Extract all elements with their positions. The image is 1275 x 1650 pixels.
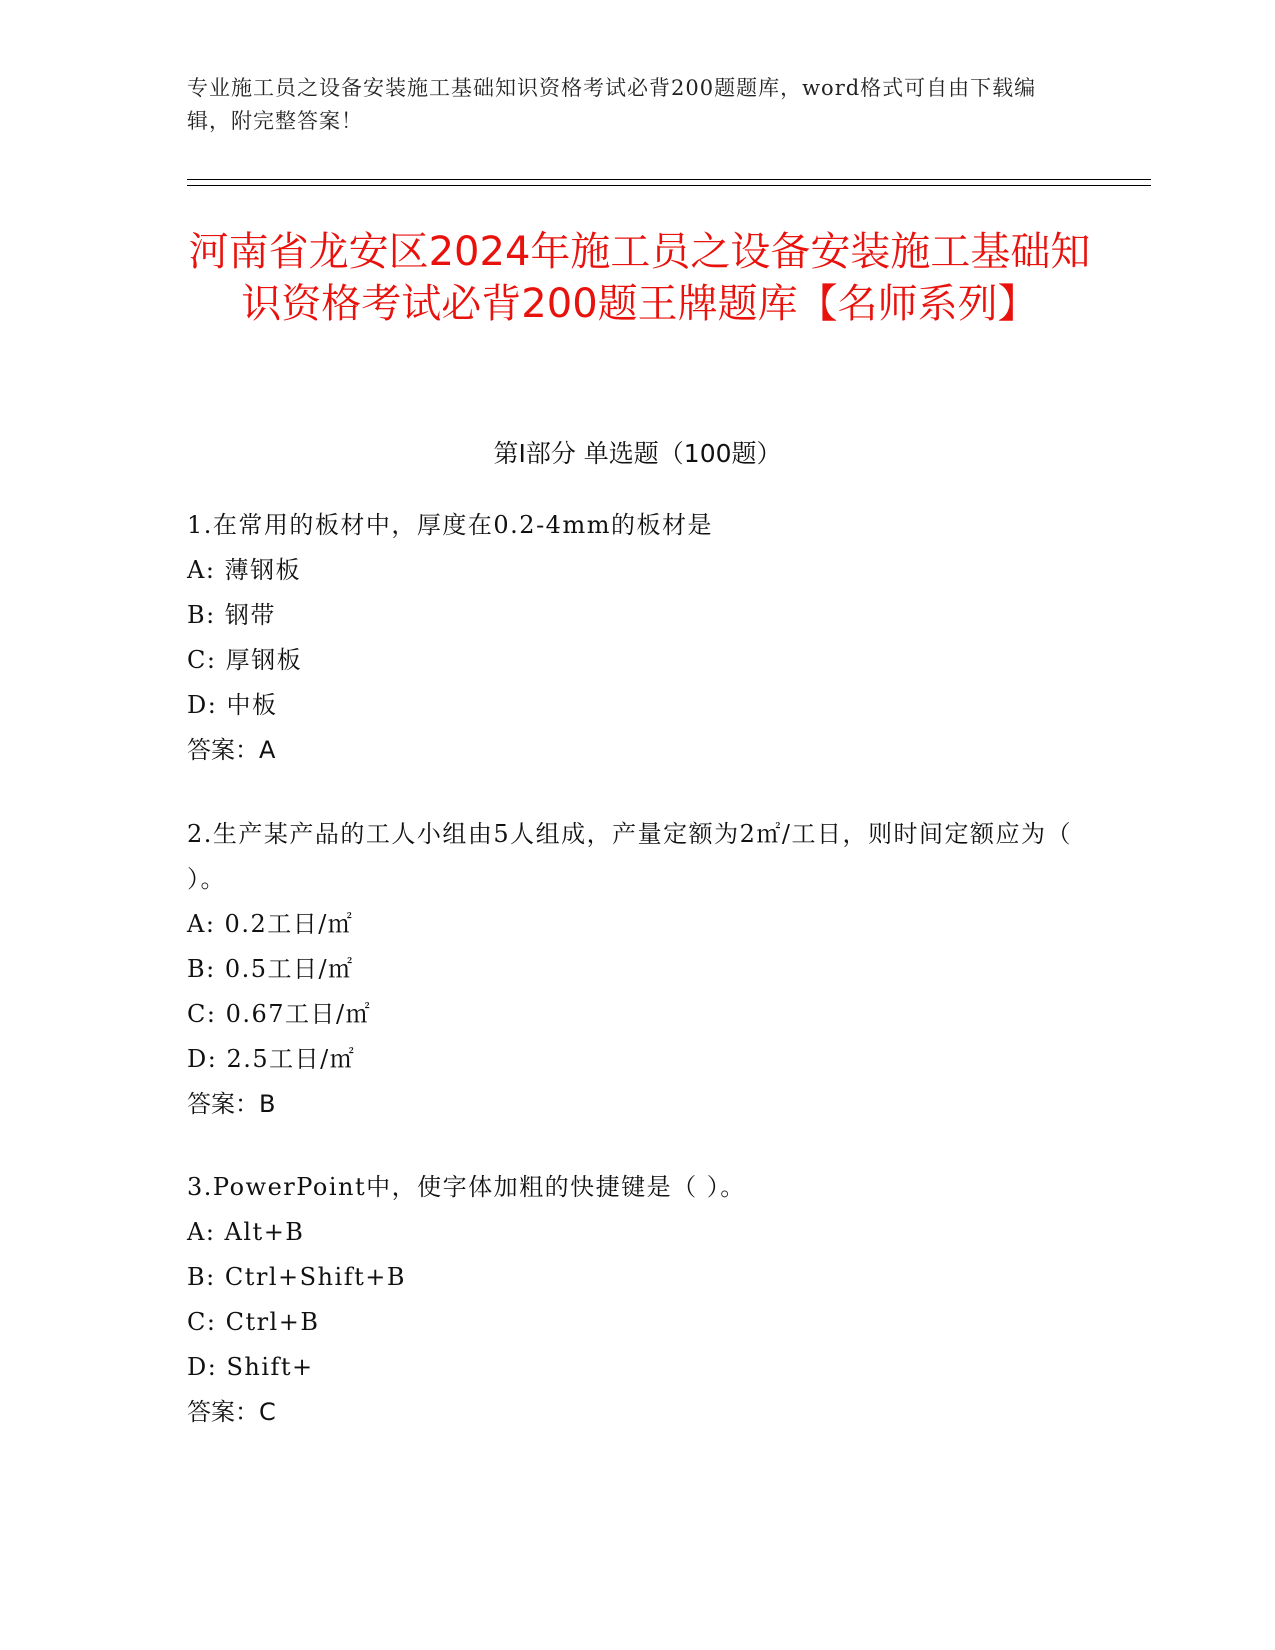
- answer: 答案：A: [187, 736, 276, 764]
- header-note: 专业施工员之设备安装施工基础知识资格考试必背200题题库，word格式可自由下载编辑，附完整答案！: [187, 76, 1037, 133]
- option-a: A: 0.2工日/㎡: [187, 910, 354, 938]
- document-title: 河南省龙安区2024年施工员之设备安装施工基础知识资格考试必背200题王牌题库【名师系列】: [188, 229, 1091, 327]
- question-stem: 2.生产某产品的工人小组由5人组成，产量定额为2㎡/工日，则时间定额应为（ ）。: [187, 820, 1073, 893]
- option-b: B: Ctrl+Shift+B: [187, 1263, 406, 1291]
- option-d: D: 中板: [187, 691, 278, 719]
- section-heading: 第I部分 单选题（100题）: [493, 439, 782, 468]
- header-rule-top: [187, 179, 1151, 180]
- question-stem: 3.PowerPoint中，使字体加粗的快捷键是（ ）。: [187, 1173, 746, 1201]
- answer: 答案：C: [187, 1398, 276, 1426]
- answer: 答案：B: [187, 1090, 276, 1118]
- header-rule-bottom: [187, 185, 1151, 186]
- option-b: B: 钢带: [187, 601, 276, 629]
- question-1: [187, 503, 1087, 773]
- option-d: D: 2.5工日/㎡: [187, 1045, 356, 1073]
- option-a: A: Alt+B: [187, 1218, 305, 1246]
- question-3: [187, 1165, 1087, 1435]
- question-stem: 1.在常用的板材中，厚度在0.2-4mm的板材是: [187, 511, 713, 539]
- option-b: B: 0.5工日/㎡: [187, 955, 354, 983]
- option-c: C: 0.67工日/㎡: [187, 1000, 372, 1028]
- option-c: C: Ctrl+B: [187, 1308, 320, 1336]
- option-a: A: 薄钢板: [187, 556, 302, 584]
- option-d: D: Shift+: [187, 1353, 314, 1381]
- option-c: C: 厚钢板: [187, 646, 303, 674]
- question-2: [187, 812, 1087, 1127]
